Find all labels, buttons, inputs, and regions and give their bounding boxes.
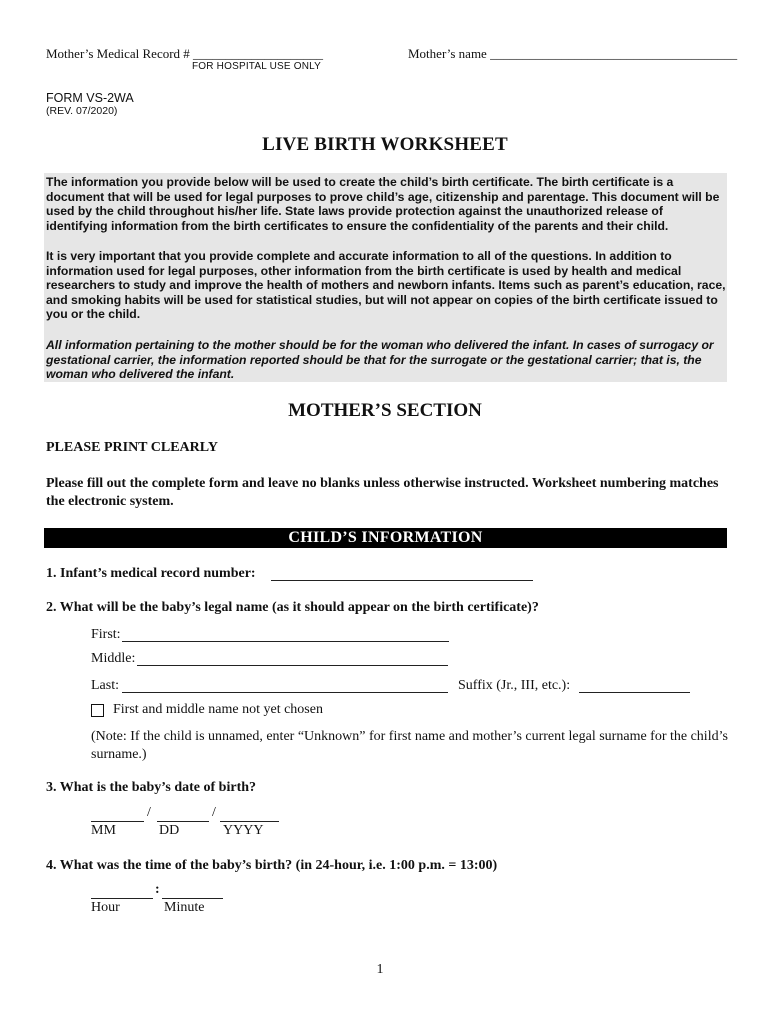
info-paragraph-2: It is very important that you provide complete and accurate information to all of the questions. In addition to information used for legal purposes, other information from the birth certificate is used by health and medical researchers to study and improve the health of mothers and newborn infants. Items such as parent’s education, race, and smoking habits will be used for statistical studies, but will not appear on copies of the birth certificate issued to you or the child. bbox=[46, 249, 726, 322]
question-2: 2. What will be the baby’s legal name (as it should appear on the birth certificate)? bbox=[46, 600, 539, 615]
question-1: 1. Infant’s medical record number: bbox=[46, 566, 256, 581]
name-not-chosen-label: First and middle name not yet chosen bbox=[113, 702, 323, 717]
middle-name-label: Middle: bbox=[91, 651, 136, 666]
middle-name-field[interactable] bbox=[137, 664, 448, 666]
info-box bbox=[44, 173, 727, 382]
mothers-section-title: MOTHER’S SECTION bbox=[288, 400, 482, 421]
form-id: FORM VS-2WA bbox=[46, 91, 134, 105]
instructions-text: Please fill out the complete form and leave no blanks unless otherwise instructed. Worksheet numbering matches the electronic system. bbox=[46, 476, 719, 509]
time-separator: : bbox=[155, 882, 160, 897]
dob-day-field[interactable] bbox=[157, 820, 209, 822]
infant-medical-record-field[interactable] bbox=[271, 579, 533, 581]
last-name-field[interactable] bbox=[122, 691, 448, 693]
dd-label: DD bbox=[159, 823, 180, 838]
dob-month-field[interactable] bbox=[91, 820, 144, 822]
dob-year-field[interactable] bbox=[220, 820, 279, 822]
name-not-chosen-checkbox[interactable] bbox=[91, 704, 104, 717]
page-title: LIVE BIRTH WORKSHEET bbox=[262, 134, 508, 155]
first-name-field[interactable] bbox=[122, 640, 449, 642]
mothers-name-label: Mother’s name ______________________________________ bbox=[408, 46, 738, 61]
suffix-label: Suffix (Jr., III, etc.): bbox=[458, 678, 571, 693]
page-number: 1 bbox=[376, 962, 384, 977]
childs-information-banner: CHILD’S INFORMATION bbox=[44, 528, 727, 548]
minute-label: Minute bbox=[164, 900, 205, 915]
first-name-label: First: bbox=[91, 627, 121, 642]
hospital-use-note: FOR HOSPITAL USE ONLY bbox=[192, 61, 322, 72]
yyyy-label: YYYY bbox=[223, 823, 264, 838]
hour-label: Hour bbox=[91, 900, 120, 915]
print-clearly-heading: PLEASE PRINT CLEARLY bbox=[46, 440, 218, 455]
question-4: 4. What was the time of the baby’s birth? (in 24-hour, i.e. 1:00 p.m. = 13:00) bbox=[46, 858, 498, 873]
unnamed-note: (Note: If the child is unnamed, enter “Unknown” for first name and mother’s current legal surname for the child’s surname.) bbox=[91, 729, 728, 762]
birth-hour-field[interactable] bbox=[91, 897, 153, 899]
info-paragraph-1: The information you provide below will be used to create the child’s birth certificate. The birth certificate is a document that will be used for legal purposes to prove child’s age, citizenship and parentage. This document will be used by the child throughout his/her life. State laws provide protection against the unauthorized release of identifying information from the birth certificates to ensure the confidentiality of the parents and their child. bbox=[46, 175, 720, 233]
mothers-medical-record-label: Mother’s Medical Record # ____________________ bbox=[46, 46, 324, 61]
suffix-field[interactable] bbox=[579, 691, 690, 693]
last-name-label: Last: bbox=[91, 678, 119, 693]
question-3: 3. What is the baby’s date of birth? bbox=[46, 780, 257, 795]
form-revision: (REV. 07/2020) bbox=[46, 105, 118, 117]
mm-label: MM bbox=[91, 823, 116, 838]
birth-minute-field[interactable] bbox=[162, 897, 223, 899]
dob-separator: / bbox=[212, 805, 216, 820]
dob-separator: / bbox=[147, 805, 151, 820]
info-paragraph-3: All information pertaining to the mother should be for the woman who delivered the infant. In cases of surrogacy or gestational carrier, the information reported should be that for the surrogate or the gestational carrier; that is, the woman who delivered the infant. bbox=[46, 338, 714, 382]
